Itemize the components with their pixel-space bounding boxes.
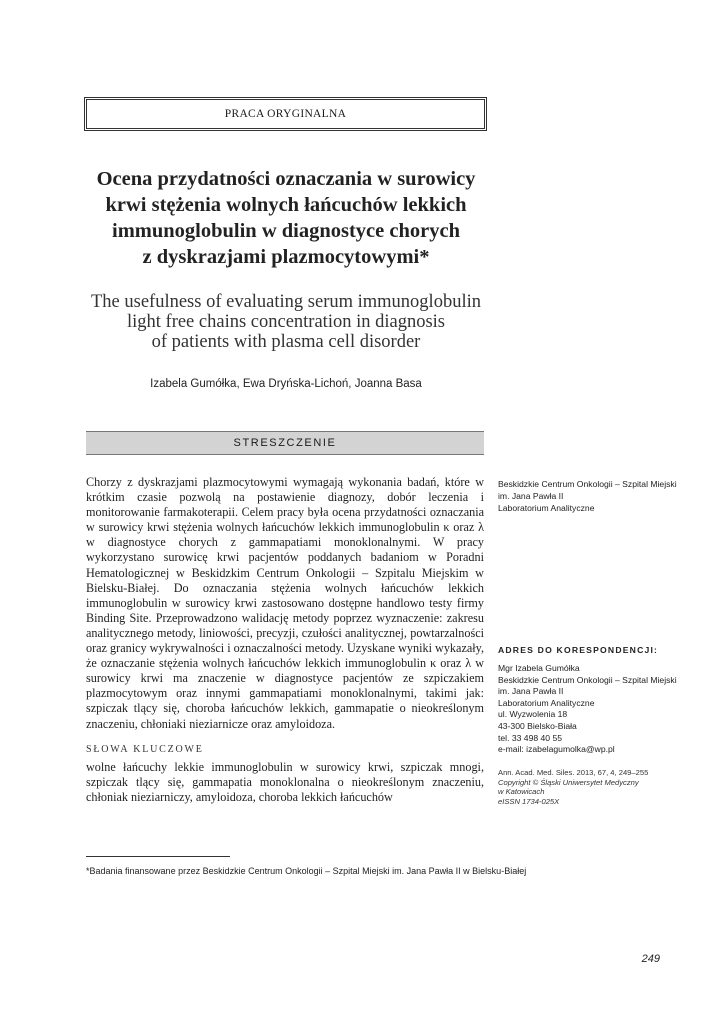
affiliation-line: im. Jana Pawła II [498, 491, 564, 501]
keywords-heading: SŁOWA KLUCZOWE [86, 744, 204, 755]
correspondence-line: 43-300 Bielsko-Biała [498, 720, 577, 731]
journal-citation: Ann. Acad. Med. Siles. 2013, 67, 4, 249–255 [498, 768, 649, 777]
correspondence-email[interactable]: e-mail: izabelagumolka@wp.pl [498, 744, 615, 755]
title-polish [60, 166, 512, 270]
title-polish-line: krwi stężenia wolnych łańcuchów lekkich [105, 194, 467, 216]
correspondence-line: tel. 33 498 40 55 [498, 732, 563, 743]
title-polish-line: Ocena przydatności oznaczania w surowicy [96, 168, 476, 190]
authors: Izabela Gumółka, Ewa Dryńska-Lichoń, Joanna Basa [150, 378, 422, 390]
correspondence-address [498, 663, 698, 756]
affiliation-line: Laboratorium Analityczne [498, 503, 595, 513]
affiliation [498, 478, 688, 514]
section-label [84, 97, 487, 131]
title-english [60, 292, 512, 352]
journal-info [498, 768, 698, 806]
title-english-line: light free chains concentration in diagnosis [126, 312, 445, 332]
title-polish-line: z dyskrazjami plazmocytowymi* [142, 246, 430, 268]
title-english-line: The usefulness of evaluating serum immunoglobulin [91, 292, 481, 312]
correspondence-line: Beskidzkie Centrum Onkologii – Szpital Miejski [498, 674, 677, 685]
page-number: 249 [641, 953, 660, 965]
footnote: *Badania finansowane przez Beskidzkie Centrum Onkologii – Szpital Miejski im. Jana Pawła II w Bielsku-Białej [86, 866, 527, 876]
abstract-heading-text: STRESZCZENIE [233, 437, 337, 449]
journal-copyright: w Katowicach [498, 787, 545, 797]
journal-copyright: Copyright © Śląski Uniwersytet Medyczny [498, 777, 639, 787]
correspondence-line: im. Jana Pawła II [498, 686, 564, 697]
correspondence-line: Mgr Izabela Gumółka [498, 663, 580, 673]
title-english-line: of patients with plasma cell disorder [151, 332, 421, 352]
correspondence-line: Laboratorium Analityczne [498, 697, 595, 708]
journal-issn: eISSN 1734-025X [498, 796, 560, 806]
section-label-text: PRACA ORYGINALNA [224, 108, 347, 120]
abstract-heading [86, 431, 484, 455]
title-polish-line: immunoglobulin w diagnostyce chorych [112, 220, 460, 242]
affiliation-line: Beskidzkie Centrum Onkologii – Szpital Miejski [498, 479, 677, 489]
correspondence-heading: ADRES DO KORESPONDENCJI: [498, 645, 659, 655]
abstract-text: Chorzy z dyskrazjami plazmocytowymi wymagają wykonania badań, które w krótkim czasie pozwolą na postawienie diagnozy, dobór leczenia i monitorowanie farmakoterapii. Celem pracy była ocena przydatności oznaczania w surowicy krwi stężenia wolnych łańcuchów lekkich immunoglobulin κ oraz λ w diagnostyce chorych z gammapatiami monoklonalnymi. W pracy wykorzystano surowicę krwi pacjentów poddanych badaniom w Poradni Hematologicznej w Beskidzkim Centrum Onkologii – Szpitalu Miejskim w Bielsku-Białej. Do oznaczania stężenia wolnych łańcuchów lekkich immunoglobulin w surowicy krwi zastosowano dostępne handlowo testy firmy Binding Site. Przeprowadzono walidację metody poprzez wyznaczenie: zakresu analitycznego metody, liniowości, precyzji, czułości analitycznej, powtarzalności oraz granicy wykrywalności i oznaczalności metody. Uzyskane wyniki wykazały, że oznaczanie stężenia wolnych łańcuchów lekkich immunoglobulin κ oraz λ w surowicy krwi ma znaczenie w diagnostyce pacjentów ze szpiczakiem plazmocytowym oraz innymi gammapatiami monoklonalnymi, takimi jak: szpiczak tlący się, choroba łańcuchów lekkich, gammapatie o nieokreślonym znaczeniu, chłoniaki nieziarnicze oraz amyloidoza. [86, 475, 484, 731]
footnote-divider [86, 856, 230, 857]
correspondence-line: ul. Wyzwolenia 18 [498, 709, 568, 720]
keywords-text: wolne łańcuchy lekkie immunoglobulin w surowicy krwi, szpiczak mnogi, szpiczak tlący się, gammapatia monoklonalna o nieokreślonym znaczeniu, chłoniak nieziarniczy, amyloidoza, choroba lekkich łańcuchów [86, 760, 484, 805]
